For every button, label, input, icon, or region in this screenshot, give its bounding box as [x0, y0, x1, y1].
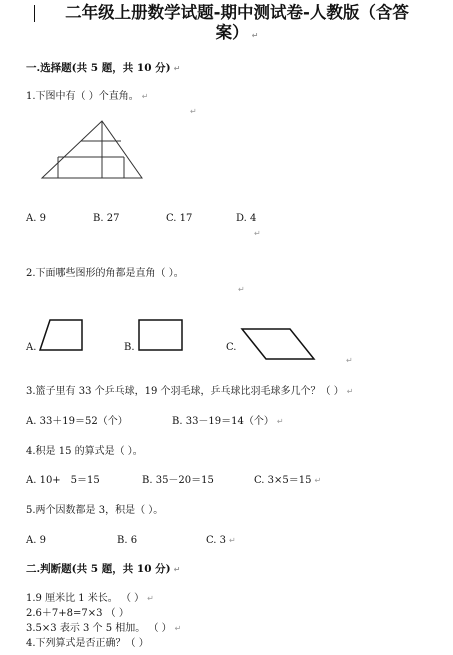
section-2-heading: 二.判断题(共 5 题，共 10 分) ↵ — [26, 563, 181, 575]
question-5-option-b[interactable]: B. 6 — [117, 535, 138, 546]
question-2-option-c[interactable]: C. — [226, 342, 237, 353]
question-5-option-c[interactable]: C. 3 ↵ — [206, 535, 236, 546]
page-title: 二年级上册数学试题-期中测试卷-人教版（含答 — [65, 3, 409, 22]
paragraph-mark: ↵ — [190, 107, 197, 116]
question-4-stem: 4.积是 15 的算式是（ ）。 — [26, 446, 143, 457]
rectangle-shape — [138, 318, 184, 352]
triangle-figure — [40, 118, 144, 182]
question-2-stem: 2.下面哪些图形的角都是直角（ ）。 — [26, 268, 184, 279]
question-5-option-a[interactable]: A. 9 — [26, 535, 46, 546]
question-3-option-a[interactable]: A. 33＋19＝52（个） — [26, 416, 128, 427]
question-2-option-a[interactable]: A. — [26, 342, 37, 353]
question-5-stem: 5.两个因数都是 3，积是（ ）。 — [26, 505, 164, 516]
question-3-option-b[interactable]: B. 33－19＝14（个） ↵ — [172, 416, 284, 427]
question-4-option-a[interactable]: A. 10+ 5＝15 — [26, 475, 100, 486]
parallelogram-shape — [240, 327, 316, 361]
question-4-option-b[interactable]: B. 35－20＝15 — [142, 475, 214, 486]
judgment-item-4: 4.下列算式是否正确？（ ） — [26, 638, 149, 649]
section-1-heading: 一.选择题(共 5 题，共 10 分) ↵ — [26, 62, 181, 74]
question-4-option-c[interactable]: C. 3×5＝15 ↵ — [254, 475, 322, 486]
question-1-option-c[interactable]: C. 17 — [166, 213, 193, 224]
trapezoid-shape — [38, 318, 84, 352]
question-2-option-b[interactable]: B. — [124, 342, 135, 353]
paragraph-mark: ↵ — [346, 356, 353, 365]
judgment-item-3: 3.5×3 表示 3 个 5 相加。 （ ） ↵ — [26, 623, 182, 634]
question-1-option-a[interactable]: A. 9 — [26, 213, 46, 224]
question-3-stem: 3.篮子里有 33 个乒乓球，19 个羽毛球，乒乓球比羽毛球多几个？（ ） ↵ — [26, 386, 354, 397]
page-title-continued: 案） ↵ — [215, 23, 259, 42]
question-1-option-b[interactable]: B. 27 — [93, 213, 120, 224]
judgment-item-2: 2.6＋7+8=7×3 （ ） — [26, 608, 129, 619]
question-1-option-d[interactable]: D. 4 — [236, 213, 257, 224]
question-1-stem: 1.下图中有（ ）个直角。 ↵ — [26, 91, 149, 102]
paragraph-mark: ↵ — [254, 229, 261, 238]
judgment-item-1: 1.9 厘米比 1 米长。 （ ） ↵ — [26, 593, 154, 604]
paragraph-mark: ↵ — [238, 285, 245, 294]
